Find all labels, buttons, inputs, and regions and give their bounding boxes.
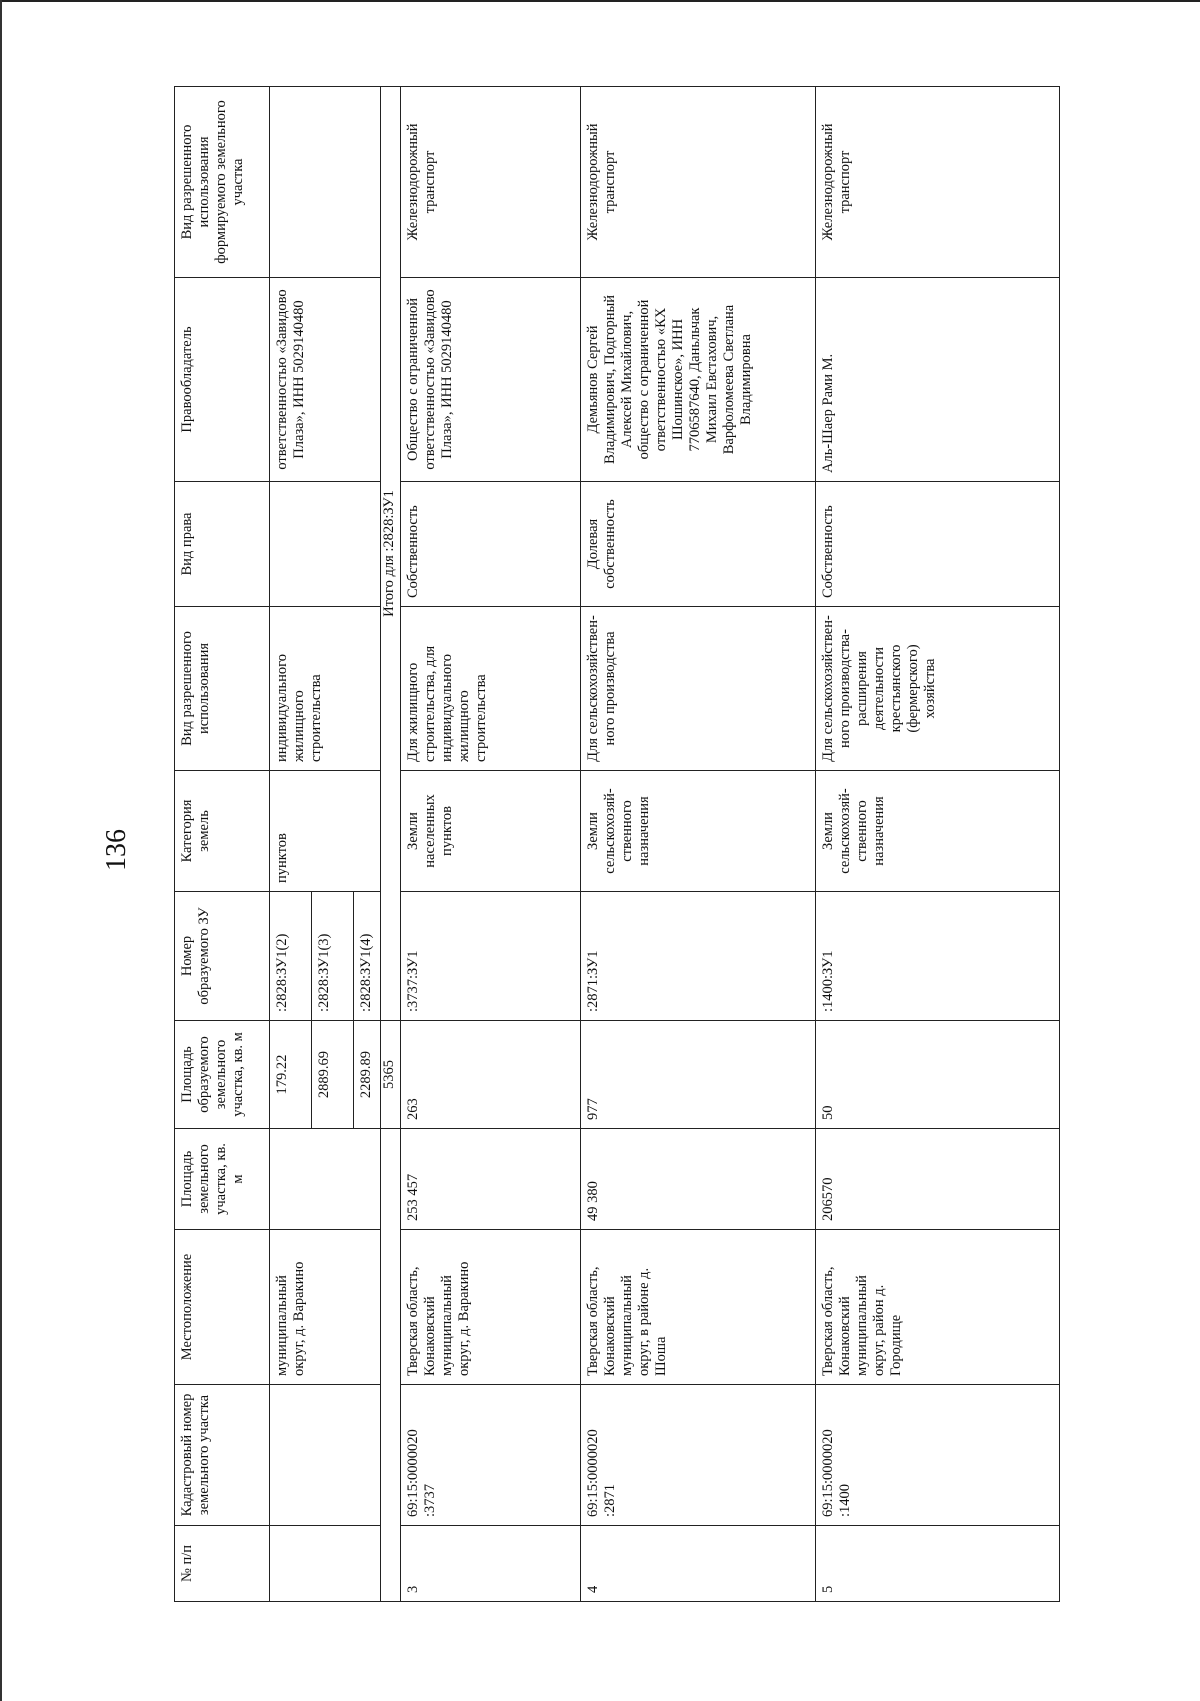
cell-new-area: 50 [816, 1021, 1060, 1129]
col-header-new-area: Площадь образуемого земельного участка, кв. м [175, 1021, 270, 1129]
cell-new-number: :1400:ЗУ1 [816, 892, 1060, 1021]
cell-category: пунктов [270, 771, 381, 892]
cell-owner: Общество с ограниченной ответственностью «Завидово Плаза», ИНН 5029140480 [401, 278, 581, 482]
cell-right: Долевая собственность [581, 482, 816, 607]
cell-use: Для жилищного строительства, для индивидуального жилищного строительства [401, 607, 581, 771]
table-row [581, 87, 816, 1602]
header-row [175, 87, 270, 1602]
col-header-cadastral: Кадастровый номер земельного участка [175, 1385, 270, 1526]
cell-owner: Демьянов Сергей Владимирович, Подгорный Алексей Михайлович, общество с ограниченной ответственностью «КХ Шошинское», ИНН 7706587640, Даньльчак Михаил Евстахович, Варфоломеева Светлана Владимировна [581, 278, 816, 482]
page-number: 136 [101, 829, 132, 871]
col-header-new-number: Номер образуемого ЗУ [175, 892, 270, 1021]
col-header-category: Категория земель [175, 771, 270, 892]
cell-category: Земли сельскохозяй-ственного назначения [816, 771, 1060, 892]
cell-use: Для сельскохозяйствен-ного производства [581, 607, 816, 771]
cell-location: Тверская область, Конаковский муниципальный округ, д. Варакино [401, 1230, 581, 1385]
cell-new-use [270, 87, 381, 278]
col-header-right: Вид права [175, 482, 270, 607]
continuation-row [270, 87, 312, 1602]
cell-num: 5 [816, 1526, 1060, 1602]
cell-num: 3 [401, 1526, 581, 1602]
cell-owner: ответственностью «Завидово Плаза», ИНН 5029140480 [270, 278, 381, 482]
total-empty [381, 1129, 401, 1602]
cell-num [270, 1526, 381, 1602]
cell-new-number: :2871:ЗУ1 [581, 892, 816, 1021]
cell-new-use: Железнодорожный транспорт [816, 87, 1060, 278]
cell-num: 4 [581, 1526, 816, 1602]
cell-area [270, 1129, 381, 1230]
cell-new-number: :3737:ЗУ1 [401, 892, 581, 1021]
cell-location: Тверская область, Конаковский муниципальный округ, район д. Городище [816, 1230, 1060, 1385]
cell-cadastral: 69:15:0000020 :1400 [816, 1385, 1060, 1526]
cell-new-area: 977 [581, 1021, 816, 1129]
page-edge [0, 0, 1200, 2]
cell-use: Для сельскохозяйствен-ного производства-расширения деятельности крестьянского (фермерского) хозяйства [816, 607, 1060, 771]
land-plots-table [174, 86, 1060, 1602]
cell-right: Собственность [401, 482, 581, 607]
cell-new-area: 2289.89 [354, 1021, 381, 1129]
total-label: Итого для :2828:ЗУ1 [381, 87, 401, 1021]
cell-category: Земли сельскохозяй-ственного назначения [581, 771, 816, 892]
page-edge [0, 0, 2, 1701]
col-header-num: № п/п [175, 1526, 270, 1602]
cell-owner: Аль-Шаер Рами М. [816, 278, 1060, 482]
cell-new-number: :2828:ЗУ1(3) [312, 892, 354, 1021]
cell-new-area: 2889.69 [312, 1021, 354, 1129]
col-header-location: Местоположение [175, 1230, 270, 1385]
cell-location: Тверская область, Конаковский муниципальный округ, в районе д. Шоша [581, 1230, 816, 1385]
cell-new-area: 263 [401, 1021, 581, 1129]
cell-location: муниципальный округ, д. Варакино [270, 1230, 381, 1385]
cell-area: 253 457 [401, 1129, 581, 1230]
cell-cadastral [270, 1385, 381, 1526]
cell-cadastral: 69:15:0000020 :3737 [401, 1385, 581, 1526]
cell-new-number: :2828:ЗУ1(4) [354, 892, 381, 1021]
col-header-owner: Правообладатель [175, 278, 270, 482]
cell-new-use: Железнодорожный транспорт [581, 87, 816, 278]
col-header-new-use: Вид разрешенного использования формируемого земельного участка [175, 87, 270, 278]
cell-use: индивидуального жилищного строительства [270, 607, 381, 771]
cell-area: 206570 [816, 1129, 1060, 1230]
cell-new-use: Железнодорожный транспорт [401, 87, 581, 278]
table-row [816, 87, 1060, 1602]
cell-cadastral: 69:15:0000020 :2871 [581, 1385, 816, 1526]
cell-category: Земли населенных пунктов [401, 771, 581, 892]
cell-new-area: 179.22 [270, 1021, 312, 1129]
cell-right: Собственность [816, 482, 1060, 607]
cell-area: 49 380 [581, 1129, 816, 1230]
total-area: 5365 [381, 1021, 401, 1129]
col-header-area: Площадь земельного участка, кв. м [175, 1129, 270, 1230]
cell-new-number: :2828:ЗУ1(2) [270, 892, 312, 1021]
rotated-table-container [174, 87, 1059, 1602]
cell-right [270, 482, 381, 607]
table-row [401, 87, 581, 1602]
total-row [381, 87, 401, 1602]
col-header-use: Вид разрешенного использования [175, 607, 270, 771]
